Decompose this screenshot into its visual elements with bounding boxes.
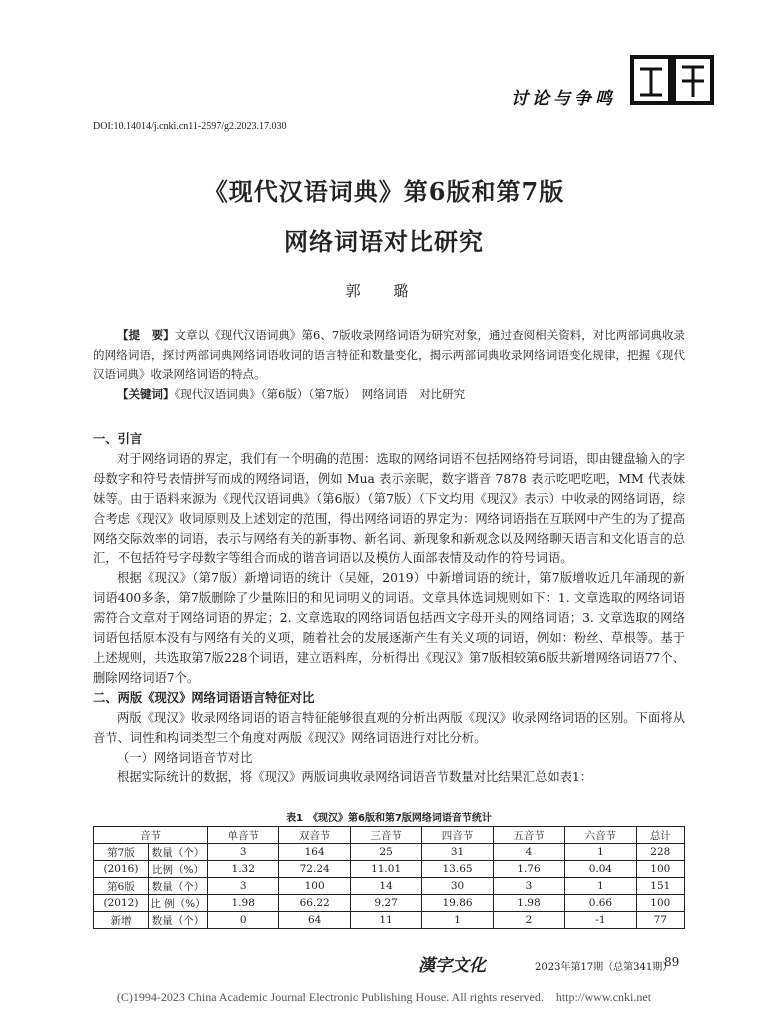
- table-cell: 1.98: [208, 895, 279, 912]
- table-cell: 4: [493, 844, 564, 861]
- table-cell: 1: [565, 878, 636, 895]
- table-cell: 19.86: [422, 895, 493, 912]
- table-cell: 1: [422, 912, 493, 929]
- table-cell: 31: [422, 844, 493, 861]
- table-header-row: [94, 827, 685, 844]
- body-paragraph: 两版《现汉》收录网络词语的语言特征能够很直观的分析出两版《现汉》收录网络词语的区别。下面将从音节、词性和构词类型三个角度对两版《现汉》网络词语进行对比分析。: [93, 710, 685, 745]
- table-cell: 2: [493, 912, 564, 929]
- table-cell: 100: [636, 895, 684, 912]
- table-cell: 数量（个）: [149, 878, 208, 895]
- table-cell: 0.66: [565, 895, 636, 912]
- table-cell: 3: [493, 878, 564, 895]
- doi: DOI:10.14014/j.cnki.cn11-2597/g2.2023.17.030: [93, 121, 287, 132]
- table-cell: -1: [565, 912, 636, 929]
- table-cell: (2012): [94, 895, 149, 912]
- table-cell: 1.76: [493, 861, 564, 878]
- body-paragraph: 根据实际统计的数据，将《现汉》两版词典收录网络词语音节数量对比结果汇总如表1：: [117, 770, 593, 785]
- table-row: [94, 844, 685, 861]
- keywords-label: 【关键词】: [117, 386, 175, 401]
- table-cell: 72.24: [279, 861, 350, 878]
- table-cell: 9.27: [350, 895, 421, 912]
- syllable-table: [93, 826, 685, 929]
- table-cell: 30: [422, 878, 493, 895]
- table-cell: 100: [279, 878, 350, 895]
- body-paragraph: 对于网络词语的界定，我们有一个明确的范围：选取的网络词语不包括网络符号词语，即由键盘输入的字母数字和符号表情拼写而成的网络词语，例如 Mua 表示亲昵，数字谐音 7878 表示吃吧吃吧，MM 代表妹妹等。由于语料来源为《现代汉语词典》（第6版）（第7版）（下文均用《现汉》表示）中收录的网络词语，综合考虑《现汉》收词原则及上述划定的范围，得出网络词语的界定为：网络词语指在互联网中产生的为了提高网络交际效率的词语，表示与网络有关的新事物、新名词、新现象和新观念以及网络聊天语言和文化语言的总汇，不包括符号字母数字等组合而成的谐音词语以及模仿人面部表情及动作的符号词语。: [93, 451, 685, 566]
- keywords-text: 《现代汉语词典》（第6版）（第7版） 网络词语 对比研究: [174, 386, 466, 401]
- table-cell: 11: [350, 912, 421, 929]
- table-cell: 数量（个）: [149, 912, 208, 929]
- table-header-cell: 六音节: [565, 827, 636, 844]
- table-cell: 1.32: [208, 861, 279, 878]
- section-header: 讨论与争鸣: [511, 89, 616, 109]
- table-cell: 25: [350, 844, 421, 861]
- table-header-cell: 四音节: [422, 827, 493, 844]
- abstract: [93, 326, 685, 404]
- abstract-paragraph: [93, 326, 685, 385]
- table-cell: 第6版: [94, 878, 149, 895]
- paper-title-line1: 《现代汉语词典》第6版和第7版: [203, 177, 565, 206]
- section-heading: 一、引言: [93, 432, 143, 446]
- paper-title-line2: 网络词语对比研究: [284, 227, 484, 256]
- table-cell: 64: [279, 912, 350, 929]
- section-heading: 二、两版《现汉》网络词语语言特征对比: [93, 690, 315, 705]
- body-paragraph: 根据《现汉》（第7版）新增词语的统计（吴娅，2019）中新增词语的统计，第7版增收近几年涌现的新词语400多条，第7版删除了少量陈旧的和见词明义的词语。文章具体选词规则如下：1. 文章选取的网络词语需符合文章对于网络词语的界定；2. 文章选取的网络词语包括西文字母开头的网络词语；3. 文章选取的网络词语包括原本没有与网络有关的义项，随着社会的发展逐渐产生有关义项的词语，例如：粉丝、草根等。基于上述规则，共选取第7版228个词语，建立语料库，分析得出《现汉》第7版相较第6版共新增网络词语77个、删除网络词语7个。: [93, 571, 685, 685]
- table-header-cell: 三音节: [350, 827, 421, 844]
- table-cell: 3: [208, 844, 279, 861]
- table-cell: 14: [350, 878, 421, 895]
- table-cell: 3: [208, 878, 279, 895]
- table-cell: 1.98: [493, 895, 564, 912]
- table-cell: 77: [636, 912, 684, 929]
- table-cell: 228: [636, 844, 684, 861]
- table-row: [94, 912, 685, 929]
- table-cell: 100: [636, 861, 684, 878]
- subsection-heading: （一）网络词语音节对比: [117, 750, 253, 765]
- table-cell: (2016): [94, 861, 149, 878]
- abstract-label: 【提 要】: [117, 328, 175, 342]
- table-row: [94, 861, 685, 878]
- copyright-notice: (C)1994-2023 China Academic Journal Electronic Publishing House. All rights reserved. http://www.cnki.net: [116, 990, 652, 1004]
- table-cell: 164: [279, 844, 350, 861]
- table-caption: 表1 《现汉》第6版和第7版网络词语音节统计: [286, 813, 492, 824]
- abstract-text: 文章以《现代汉语词典》第6、7版收录网络词语为研究对象，通过查阅相关资料，对比两部词典收录的网络词语，探讨两部词典网络词语收词的语言特征和数量变化，揭示两部词典收录网络词语变化规律，把握《现代汉语词典》收录网络词语的特点。: [93, 328, 685, 381]
- journal-logo-icon: [630, 55, 714, 105]
- table-cell: 66.22: [279, 895, 350, 912]
- journal-footer-logo: 漢字文化: [418, 956, 486, 976]
- table-cell: 新增: [94, 912, 149, 929]
- table-cell: 数量（个）: [149, 844, 208, 861]
- author: 郭 璐: [345, 282, 423, 300]
- table-header-cell: 总计: [636, 827, 684, 844]
- page-number: 89: [664, 955, 680, 969]
- keywords-paragraph: [93, 385, 685, 405]
- table-header-cell: 单音节: [208, 827, 279, 844]
- body-text: [93, 430, 685, 788]
- table-cell: 第7版: [94, 844, 149, 861]
- table-cell: 比例（%）: [149, 861, 208, 878]
- table-row: [94, 895, 685, 912]
- journal-issue: 2023年第17期（总第341期）: [535, 962, 673, 973]
- table-header-cell: 音节: [94, 827, 208, 844]
- table-cell: 0.04: [565, 861, 636, 878]
- table-cell: 151: [636, 878, 684, 895]
- table-row: [94, 878, 685, 895]
- table-cell: 1: [565, 844, 636, 861]
- table-header-cell: 双音节: [279, 827, 350, 844]
- table-header-cell: 五音节: [493, 827, 564, 844]
- table-cell: 13.65: [422, 861, 493, 878]
- table-cell: 11.01: [350, 861, 421, 878]
- table-cell: 比 例（%）: [149, 895, 208, 912]
- table-cell: 0: [208, 912, 279, 929]
